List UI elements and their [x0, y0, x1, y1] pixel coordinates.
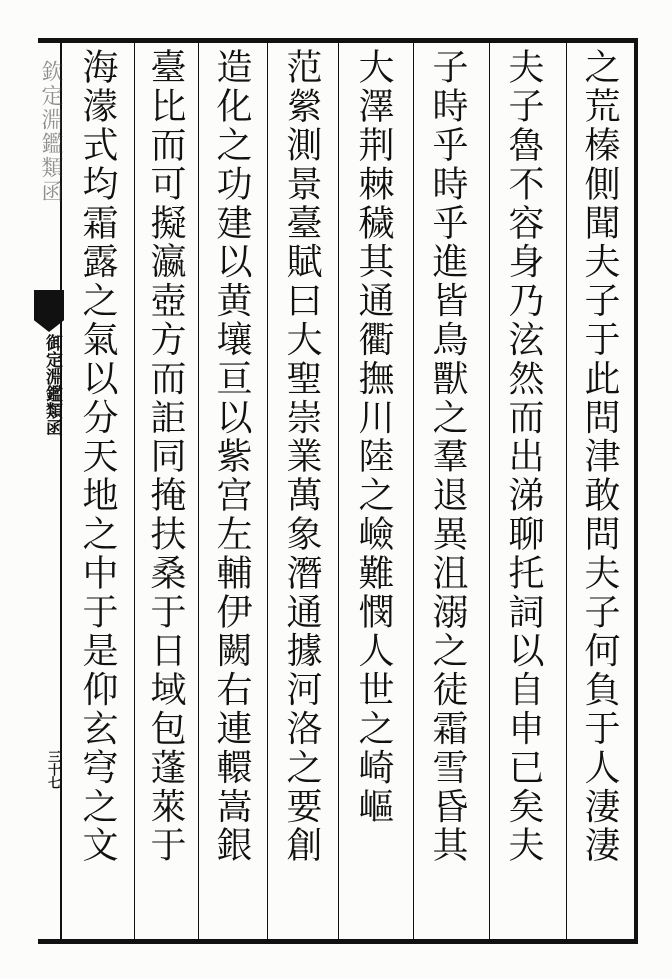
text-column-4: 大澤荆棘穢其通衢撫川陸之嶮難憫人世之崎嶇: [353, 48, 394, 826]
column-rule: [134, 38, 135, 944]
text-column-8: 海濛式均霜露之氣以分天地之中于是仰玄穹之文: [77, 48, 118, 865]
column-rule: [566, 38, 567, 944]
folio-number: 三十七: [45, 750, 60, 789]
column-rule: [413, 38, 414, 944]
text-column-3: 子時乎時乎進皆鳥獸之羣退異沮溺之徒霜雪昏其: [427, 48, 468, 865]
book-title: 御定淵鑑類函: [42, 334, 62, 436]
column-rule: [338, 38, 339, 944]
column-rule: [489, 38, 490, 944]
column-rule: [267, 38, 268, 944]
text-column-7: 臺比而可擬瀛壺方而詎同掩扶桑于日域包蓬萊于: [145, 48, 186, 865]
gutter-show-through-text: 欽定淵鑑類函: [38, 60, 63, 204]
column-rule: [198, 38, 199, 944]
text-column-1: 之荒榛側聞夫子于此問津敢問夫子何負于人淒淒: [579, 48, 620, 865]
text-column-6: 造化之功建以黄壤亘以紫宫左輔伊闕右連轘嵩銀: [211, 48, 252, 865]
text-column-5: 范縈測景臺賦曰大聖崇業萬象潛通據河洛之要創: [281, 48, 322, 865]
text-column-2: 夫子魯不容身乃泫然而出涕聊托詞以自申已矣夫: [503, 48, 544, 865]
